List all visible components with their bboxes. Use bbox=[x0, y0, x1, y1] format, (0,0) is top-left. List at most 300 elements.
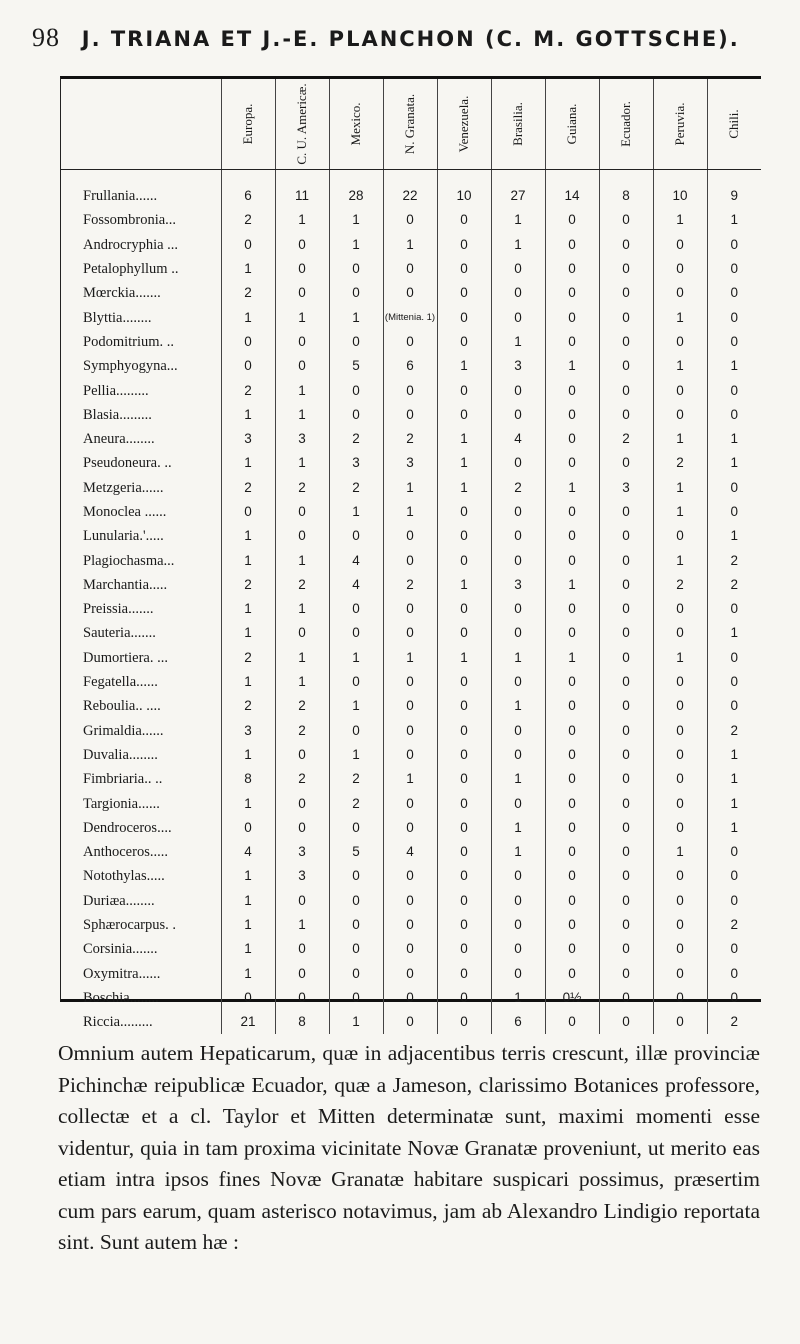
table-row bbox=[61, 378, 761, 402]
count-cell: 5 bbox=[329, 840, 383, 864]
count-cell: 0 bbox=[599, 719, 653, 743]
count-cell: 1 bbox=[383, 646, 437, 670]
table-row bbox=[61, 403, 761, 427]
count-cell: 1 bbox=[221, 257, 275, 281]
count-cell: 0 bbox=[599, 208, 653, 232]
count-cell: 1 bbox=[221, 864, 275, 888]
count-cell: 2 bbox=[221, 208, 275, 232]
count-cell: 2 bbox=[221, 378, 275, 402]
table-row bbox=[61, 743, 761, 767]
table-row bbox=[61, 573, 761, 597]
count-cell: 0 bbox=[707, 840, 761, 864]
count-cell: 9 bbox=[707, 170, 761, 209]
table-row bbox=[61, 257, 761, 281]
count-cell: 0 bbox=[275, 354, 329, 378]
count-cell: 0 bbox=[491, 548, 545, 572]
genus-cell: Sphærocarpus. . bbox=[83, 917, 177, 934]
table-row bbox=[61, 694, 761, 718]
count-cell: 1 bbox=[221, 889, 275, 913]
count-cell: 1 bbox=[221, 791, 275, 815]
count-cell: 0 bbox=[329, 864, 383, 888]
count-cell: 4 bbox=[221, 840, 275, 864]
count-cell: 0 bbox=[383, 889, 437, 913]
count-cell: 0 bbox=[653, 1010, 707, 1034]
count-cell: 0 bbox=[707, 281, 761, 305]
count-cell: 1 bbox=[545, 573, 599, 597]
count-cell: 0 bbox=[599, 816, 653, 840]
count-cell: 1 bbox=[437, 646, 491, 670]
count-cell: 0 bbox=[437, 743, 491, 767]
count-cell: 1 bbox=[275, 305, 329, 329]
count-cell: 2 bbox=[275, 476, 329, 500]
count-cell: 0 bbox=[707, 962, 761, 986]
count-cell: 1 bbox=[437, 451, 491, 475]
count-cell: 1 bbox=[545, 646, 599, 670]
count-cell: 0 bbox=[707, 694, 761, 718]
count-cell: 1 bbox=[329, 743, 383, 767]
table-body bbox=[61, 170, 761, 1035]
distribution-table bbox=[60, 76, 761, 1031]
genus-cell: Targionia...... bbox=[83, 795, 160, 812]
count-cell: 0 bbox=[545, 500, 599, 524]
count-cell: 0 bbox=[545, 670, 599, 694]
table-row bbox=[61, 330, 761, 354]
column-header bbox=[707, 79, 761, 170]
table-row bbox=[61, 354, 761, 378]
count-cell: 4 bbox=[329, 548, 383, 572]
count-cell: 3 bbox=[383, 451, 437, 475]
table-row bbox=[61, 524, 761, 548]
genus-cell: Dendroceros.... bbox=[83, 819, 172, 836]
count-cell: 1 bbox=[329, 208, 383, 232]
count-cell: 2 bbox=[329, 427, 383, 451]
count-cell: 0 bbox=[545, 816, 599, 840]
count-cell: 1 bbox=[707, 427, 761, 451]
table-row bbox=[61, 767, 761, 791]
count-cell: 0 bbox=[437, 719, 491, 743]
count-cell: 0 bbox=[329, 719, 383, 743]
genus-cell: Pseudoneura. .. bbox=[83, 455, 172, 472]
count-cell: 0 bbox=[545, 864, 599, 888]
count-cell: 2 bbox=[275, 694, 329, 718]
column-header-label: N. Granata. bbox=[402, 93, 417, 155]
count-cell: 1 bbox=[437, 476, 491, 500]
count-cell: 0 bbox=[599, 597, 653, 621]
count-cell: 1 bbox=[653, 646, 707, 670]
count-cell: 0 bbox=[437, 281, 491, 305]
count-cell: 1 bbox=[653, 354, 707, 378]
count-cell: 0 bbox=[383, 791, 437, 815]
count-cell: 0½ bbox=[545, 986, 599, 1010]
count-cell: 2 bbox=[275, 719, 329, 743]
count-cell: 6 bbox=[221, 170, 275, 209]
count-cell: 0 bbox=[599, 864, 653, 888]
count-cell: 0 bbox=[221, 233, 275, 257]
count-cell: 2 bbox=[599, 427, 653, 451]
table-row bbox=[61, 427, 761, 451]
count-cell: 0 bbox=[599, 889, 653, 913]
count-cell: 0 bbox=[599, 767, 653, 791]
count-cell: 2 bbox=[491, 476, 545, 500]
count-cell: 0 bbox=[437, 1010, 491, 1034]
count-cell: 6 bbox=[491, 1010, 545, 1034]
count-cell: 0 bbox=[275, 986, 329, 1010]
genus-cell: Monoclea ...... bbox=[83, 504, 167, 520]
count-cell: 1 bbox=[221, 403, 275, 427]
count-cell: 0 bbox=[437, 208, 491, 232]
count-cell: 0 bbox=[329, 378, 383, 402]
count-cell: 1 bbox=[437, 573, 491, 597]
count-cell: 0 bbox=[545, 427, 599, 451]
column-header-label: Europa. bbox=[240, 103, 255, 145]
count-cell: 3 bbox=[329, 451, 383, 475]
count-cell: 0 bbox=[383, 378, 437, 402]
count-cell: 0 bbox=[599, 378, 653, 402]
count-cell: 1 bbox=[707, 621, 761, 645]
count-cell: 0 bbox=[383, 1010, 437, 1034]
count-cell: 0 bbox=[545, 913, 599, 937]
count-cell: 0 bbox=[491, 451, 545, 475]
count-cell: 0 bbox=[437, 524, 491, 548]
count-cell: 2 bbox=[329, 476, 383, 500]
table-row bbox=[61, 500, 761, 524]
count-cell: 0 bbox=[383, 864, 437, 888]
count-cell: 0 bbox=[275, 962, 329, 986]
count-cell: 0 bbox=[275, 233, 329, 257]
count-cell: 1 bbox=[707, 524, 761, 548]
genus-cell: Pellia......... bbox=[83, 382, 149, 399]
count-cell: 0 bbox=[329, 330, 383, 354]
count-cell: 0 bbox=[545, 257, 599, 281]
count-cell: 0 bbox=[599, 233, 653, 257]
count-cell: 0 bbox=[707, 233, 761, 257]
count-cell: 0 bbox=[653, 233, 707, 257]
count-cell: 1 bbox=[329, 500, 383, 524]
count-cell: 0 bbox=[545, 937, 599, 961]
genus-cell: Lunularia.'..... bbox=[83, 528, 164, 545]
count-cell: 0 bbox=[275, 500, 329, 524]
table-row bbox=[61, 476, 761, 500]
table-row bbox=[61, 864, 761, 888]
table-row bbox=[61, 646, 761, 670]
count-cell: 1 bbox=[275, 403, 329, 427]
count-cell: 0 bbox=[599, 694, 653, 718]
count-cell: 0 bbox=[599, 281, 653, 305]
count-cell: 2 bbox=[221, 281, 275, 305]
count-cell: 1 bbox=[221, 670, 275, 694]
count-cell: 3 bbox=[275, 427, 329, 451]
genus-cell: Androcryphia ... bbox=[83, 236, 179, 253]
count-cell: 1 bbox=[491, 986, 545, 1010]
count-cell: 0 bbox=[545, 719, 599, 743]
count-cell: 0 bbox=[653, 378, 707, 402]
count-cell: 0 bbox=[653, 743, 707, 767]
count-cell: 0 bbox=[599, 451, 653, 475]
count-cell: 0 bbox=[437, 621, 491, 645]
count-cell: 2 bbox=[221, 476, 275, 500]
count-cell: 0 bbox=[599, 548, 653, 572]
count-cell: 1 bbox=[275, 913, 329, 937]
count-cell: 0 bbox=[383, 962, 437, 986]
count-cell: 0 bbox=[545, 378, 599, 402]
count-cell: 2 bbox=[707, 719, 761, 743]
count-cell: 1 bbox=[491, 816, 545, 840]
count-cell: 8 bbox=[599, 170, 653, 209]
count-cell: 0 bbox=[599, 403, 653, 427]
count-cell: 0 bbox=[545, 233, 599, 257]
count-cell: 0 bbox=[437, 889, 491, 913]
count-cell: 5 bbox=[329, 354, 383, 378]
count-cell: 0 bbox=[491, 403, 545, 427]
count-cell: 0 bbox=[221, 986, 275, 1010]
column-header bbox=[545, 79, 599, 170]
count-cell: 3 bbox=[221, 719, 275, 743]
count-cell: 0 bbox=[707, 476, 761, 500]
count-cell: 0 bbox=[653, 524, 707, 548]
count-cell: 1 bbox=[329, 694, 383, 718]
count-cell: 0 bbox=[491, 670, 545, 694]
count-cell: 0 bbox=[491, 621, 545, 645]
count-cell: 2 bbox=[329, 791, 383, 815]
count-cell: 0 bbox=[545, 403, 599, 427]
count-cell: 0 bbox=[653, 670, 707, 694]
count-cell: 0 bbox=[329, 281, 383, 305]
count-cell: 0 bbox=[653, 816, 707, 840]
count-cell: 0 bbox=[383, 621, 437, 645]
count-cell: 0 bbox=[599, 670, 653, 694]
genus-cell: Sauteria....... bbox=[83, 625, 156, 642]
table-row bbox=[61, 621, 761, 645]
count-cell: 0 bbox=[545, 694, 599, 718]
count-cell: 0 bbox=[437, 233, 491, 257]
count-cell: 0 bbox=[545, 962, 599, 986]
count-cell: 1 bbox=[545, 354, 599, 378]
count-cell: 1 bbox=[491, 694, 545, 718]
count-cell: 0 bbox=[545, 1010, 599, 1034]
count-cell: 2 bbox=[329, 767, 383, 791]
count-cell: 1 bbox=[275, 597, 329, 621]
count-cell: 0 bbox=[383, 548, 437, 572]
genus-cell: Petalophyllum .. bbox=[83, 261, 179, 278]
count-cell: 1 bbox=[491, 840, 545, 864]
count-cell: 0 bbox=[545, 597, 599, 621]
count-cell: 21 bbox=[221, 1010, 275, 1034]
page-number: 98 bbox=[32, 23, 60, 52]
count-cell: 0 bbox=[599, 621, 653, 645]
count-cell: 0 bbox=[275, 257, 329, 281]
genus-cell: Aneura........ bbox=[83, 431, 155, 448]
count-cell: 0 bbox=[491, 257, 545, 281]
count-cell: 0 bbox=[275, 330, 329, 354]
genus-cell: Dumortiera. ... bbox=[83, 649, 168, 666]
count-cell: 0 bbox=[545, 743, 599, 767]
count-cell: 3 bbox=[491, 573, 545, 597]
count-cell: 1 bbox=[707, 816, 761, 840]
genus-cell: Boschia........ bbox=[83, 989, 159, 1006]
genus-cell: Corsinia....... bbox=[83, 941, 158, 958]
genus-column-header bbox=[61, 79, 221, 170]
count-cell: 1 bbox=[221, 451, 275, 475]
count-cell: 1 bbox=[221, 548, 275, 572]
count-cell: 0 bbox=[329, 889, 383, 913]
count-cell: 2 bbox=[707, 1010, 761, 1034]
count-cell: 0 bbox=[383, 670, 437, 694]
genus-cell: Symphyogyna... bbox=[83, 358, 178, 375]
table-row bbox=[61, 937, 761, 961]
count-cell: 0 bbox=[653, 597, 707, 621]
count-cell: 0 bbox=[707, 864, 761, 888]
count-cell: 0 bbox=[437, 548, 491, 572]
count-cell: 0 bbox=[491, 524, 545, 548]
count-cell: 4 bbox=[329, 573, 383, 597]
count-cell: 0 bbox=[599, 305, 653, 329]
count-cell: 0 bbox=[437, 305, 491, 329]
table-row bbox=[61, 597, 761, 621]
count-cell: 0 bbox=[275, 743, 329, 767]
genus-cell: Fossombronia... bbox=[83, 212, 177, 229]
count-cell: 0 bbox=[707, 670, 761, 694]
genus-cell: Fimbriaria.. .. bbox=[83, 771, 163, 788]
count-cell: 0 bbox=[653, 621, 707, 645]
count-cell: 0 bbox=[653, 791, 707, 815]
count-cell: 8 bbox=[275, 1010, 329, 1034]
count-cell: 1 bbox=[491, 646, 545, 670]
count-cell: 1 bbox=[221, 305, 275, 329]
count-cell: 1 bbox=[221, 937, 275, 961]
count-cell: 0 bbox=[329, 913, 383, 937]
count-cell: 28 bbox=[329, 170, 383, 209]
count-cell: 1 bbox=[707, 354, 761, 378]
genus-cell: Riccia......... bbox=[83, 1014, 153, 1031]
count-cell: 0 bbox=[599, 257, 653, 281]
count-cell: 0 bbox=[545, 524, 599, 548]
count-cell: 0 bbox=[653, 864, 707, 888]
count-cell: 1 bbox=[329, 305, 383, 329]
count-cell: 3 bbox=[491, 354, 545, 378]
count-cell: 1 bbox=[275, 451, 329, 475]
count-cell: 0 bbox=[329, 937, 383, 961]
count-cell: 0 bbox=[545, 208, 599, 232]
count-cell: 2 bbox=[707, 548, 761, 572]
count-cell: 1 bbox=[653, 305, 707, 329]
table-row bbox=[61, 451, 761, 475]
table-row bbox=[61, 889, 761, 913]
count-cell: 4 bbox=[383, 840, 437, 864]
count-cell: 0 bbox=[599, 573, 653, 597]
count-cell: 8 bbox=[221, 767, 275, 791]
count-cell: 2 bbox=[707, 913, 761, 937]
count-cell: 0 bbox=[707, 500, 761, 524]
count-cell: 0 bbox=[653, 330, 707, 354]
count-cell: 0 bbox=[707, 378, 761, 402]
count-cell: 0 bbox=[599, 840, 653, 864]
count-cell: 0 bbox=[599, 1010, 653, 1034]
count-cell: 0 bbox=[599, 500, 653, 524]
count-cell: 3 bbox=[275, 864, 329, 888]
count-cell: 0 bbox=[437, 767, 491, 791]
count-cell: 2 bbox=[383, 427, 437, 451]
genus-cell: Marchantia..... bbox=[83, 576, 168, 593]
table-row bbox=[61, 840, 761, 864]
column-header bbox=[491, 79, 545, 170]
count-cell: 0 bbox=[491, 913, 545, 937]
genus-cell: Plagiochasma... bbox=[83, 552, 175, 569]
count-cell: 0 bbox=[437, 500, 491, 524]
column-header bbox=[383, 79, 437, 170]
count-cell: 1 bbox=[491, 233, 545, 257]
count-cell: 0 bbox=[707, 403, 761, 427]
count-cell: 0 bbox=[437, 403, 491, 427]
count-cell: 0 bbox=[275, 524, 329, 548]
genus-cell: Preissia....... bbox=[83, 601, 154, 618]
count-cell: 0 bbox=[329, 597, 383, 621]
count-cell: 0 bbox=[221, 330, 275, 354]
genus-cell: Duvalia........ bbox=[83, 746, 158, 763]
genus-cell: Blasia......... bbox=[83, 406, 152, 423]
count-cell: 0 bbox=[653, 889, 707, 913]
count-cell: 1 bbox=[383, 476, 437, 500]
column-header bbox=[653, 79, 707, 170]
table-row bbox=[61, 1010, 761, 1034]
count-cell: 1 bbox=[221, 913, 275, 937]
count-cell: 0 bbox=[437, 330, 491, 354]
table-row bbox=[61, 986, 761, 1010]
count-cell: 0 bbox=[545, 281, 599, 305]
count-cell: 2 bbox=[221, 573, 275, 597]
table-row bbox=[61, 208, 761, 232]
genus-cell: Frullania...... bbox=[83, 188, 158, 205]
count-cell: 1 bbox=[383, 233, 437, 257]
count-cell: 0 bbox=[491, 597, 545, 621]
count-cell: 1 bbox=[653, 840, 707, 864]
count-cell: 0 bbox=[383, 524, 437, 548]
count-cell: 0 bbox=[707, 986, 761, 1010]
count-cell: 10 bbox=[653, 170, 707, 209]
count-cell: 3 bbox=[275, 840, 329, 864]
count-cell: 0 bbox=[599, 986, 653, 1010]
count-cell: 0 bbox=[545, 621, 599, 645]
count-cell: 1 bbox=[329, 646, 383, 670]
count-cell: 1 bbox=[707, 451, 761, 475]
count-cell: 1 bbox=[653, 208, 707, 232]
count-cell: 11 bbox=[275, 170, 329, 209]
count-cell: 1 bbox=[707, 791, 761, 815]
count-cell: 1 bbox=[221, 597, 275, 621]
count-cell: 0 bbox=[707, 646, 761, 670]
count-cell: 1 bbox=[383, 500, 437, 524]
count-cell: 1 bbox=[437, 427, 491, 451]
genus-cell: Reboulia.. .... bbox=[83, 698, 161, 715]
count-cell: 1 bbox=[221, 962, 275, 986]
count-cell: 0 bbox=[653, 281, 707, 305]
count-cell: 0 bbox=[329, 257, 383, 281]
count-cell: 0 bbox=[221, 500, 275, 524]
count-cell: 0 bbox=[329, 670, 383, 694]
table-header-row bbox=[61, 79, 761, 170]
count-cell: 1 bbox=[707, 743, 761, 767]
count-cell: 1 bbox=[491, 330, 545, 354]
genus-cell: Notothylas..... bbox=[83, 868, 165, 885]
count-cell: 0 bbox=[491, 743, 545, 767]
running-head-authors: J. TRIANA ET J.-E. PLANCHON (C. M. GOTTSCHE). bbox=[81, 27, 740, 51]
column-header bbox=[329, 79, 383, 170]
count-cell: 3 bbox=[599, 476, 653, 500]
column-header bbox=[221, 79, 275, 170]
genus-cell: Duriæa........ bbox=[83, 892, 155, 909]
count-cell: 0 bbox=[707, 597, 761, 621]
count-cell: 1 bbox=[653, 548, 707, 572]
count-cell: 0 bbox=[599, 743, 653, 767]
